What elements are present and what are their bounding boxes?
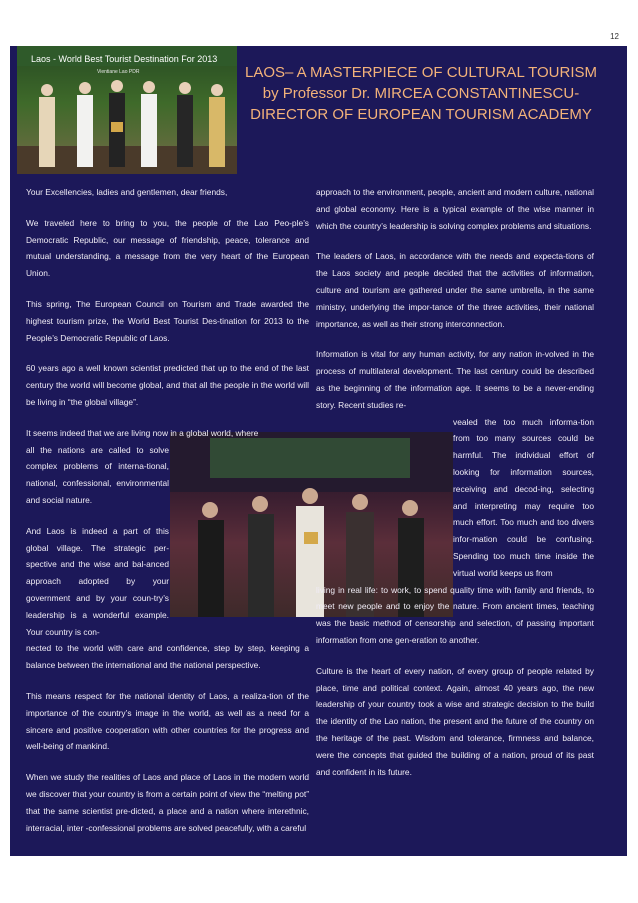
paragraph: living in real life: to work, to spend quality time with family and friends, to meet new people and to enjoy the nature. From ancient times, teaching was the basic method of censorship and selection, of passing important information from one gen-eration to another.: [316, 584, 594, 645]
photo-banner-text: Laos - World Best Tourist Destination For 2013: [31, 54, 218, 64]
paragraph: When we study the realities of Laos and place of Laos in the modern world we discover that your country is from a certain point of view the “melting pot” that the same scientist pre-dicted, a place and a nation where interethnic, interracial, inter -confessional problems are solved peacefully, with a careful: [26, 772, 309, 833]
paragraph: nected to the world with care and confidence, step by step, keeping a balance between the international and the national perspective.: [26, 643, 309, 671]
paragraph: This spring, The European Council on Tourism and Trade awarded the highest tourism prize, the World Best Tourist Des-tination for 2013 to the People’s Democratic Republic of Laos.: [26, 298, 309, 343]
page-number: 12: [610, 32, 619, 41]
right-text-column: [316, 184, 594, 794]
paragraph: Culture is the heart of every nation, of every group of people related by place, time and political context. Again, almost 40 years ago, the new leadership of your country took a wise and strategic decision to the build the identity of the Lao nation, the present and the future of the country on the heritage of the past. Wisdom and tolerance, firmness and balance, were the concepts that guided the building of a nation, proud of its past and confident in its future.: [316, 665, 594, 777]
paragraph: all the nations are called to solve complex problems of interna-tional, national, confessional, environmental and social nature.: [26, 444, 169, 505]
article-panel: [10, 46, 627, 856]
paragraph: vealed the too much informa-tion from too many sources could be harmful. The individual effort of looking for information sources, receiving and decod-ing, selecting and interpreting may require too much effort. Too much and too divers infor-mation could be confusing. Spending too much time inside the virtual world keeps us from: [453, 416, 594, 578]
paragraph: approach to the environment, people, ancient and modern culture, national and global economy. Here is a typical example of the wise manner in which the country’s leadership is solving complex problems and situations.: [316, 187, 594, 231]
award-ceremony-photo: [17, 46, 237, 174]
article-title: LAOS– A MASTERPIECE OF CULTURAL TOURISM by Professor Dr. MIRCEA CONSTANTINESCU-DIRECTOR OF EUROPEAN TOURISM ACADEMY: [244, 64, 598, 123]
paragraph: This means respect for the national identity of Laos, a realiza-tion of the importance of the country’s image in the world, as well as a need for a sincere and positive cooperation with other countries for the progress and well-being of mankind.: [26, 690, 309, 752]
paragraph: Information is vital for any human activity, for any nation in-volved in the process of multilateral development. The last century could be described as the beginning of the information age. It seems to be a never-ending story. Recent studies re-: [316, 349, 594, 410]
paragraph: It seems indeed that we are living now in a global world, where: [26, 427, 259, 438]
paragraph: 60 years ago a well known scientist predicted that up to the end of the last century the world will become global, and that all the people in the world will be living in “the global village”.: [26, 363, 309, 407]
paragraph: The leaders of Laos, in accordance with the needs and expecta-tions of the Laos society and people decided that the activities of information, culture and tourism are gathered under the same umbrella, in the same ministry, underlying the impor-tance of the three activities, their national importance, as well as their strong interconnection.: [316, 251, 594, 329]
photo-subbanner-text: Vientiane Lao PDR: [97, 69, 140, 75]
paragraph: We traveled here to bring to you, the people of the Lao Peo-ple’s Democratic Republic, our message of friendship, peace, tolerance and mutual understanding, a message from the very heart of the European Union.: [26, 217, 309, 279]
left-text-column: [26, 184, 309, 850]
award-photo-illustration: [17, 46, 237, 174]
paragraph: Your Excellencies, ladies and gentlemen, dear friends,: [26, 187, 228, 197]
paragraph: And Laos is indeed a part of this global village. The strategic per-spective and the wise and bal-anced approach adopted by your government and by your coun-try’s leadership is a wonderful example. Your country is con-: [26, 525, 169, 637]
